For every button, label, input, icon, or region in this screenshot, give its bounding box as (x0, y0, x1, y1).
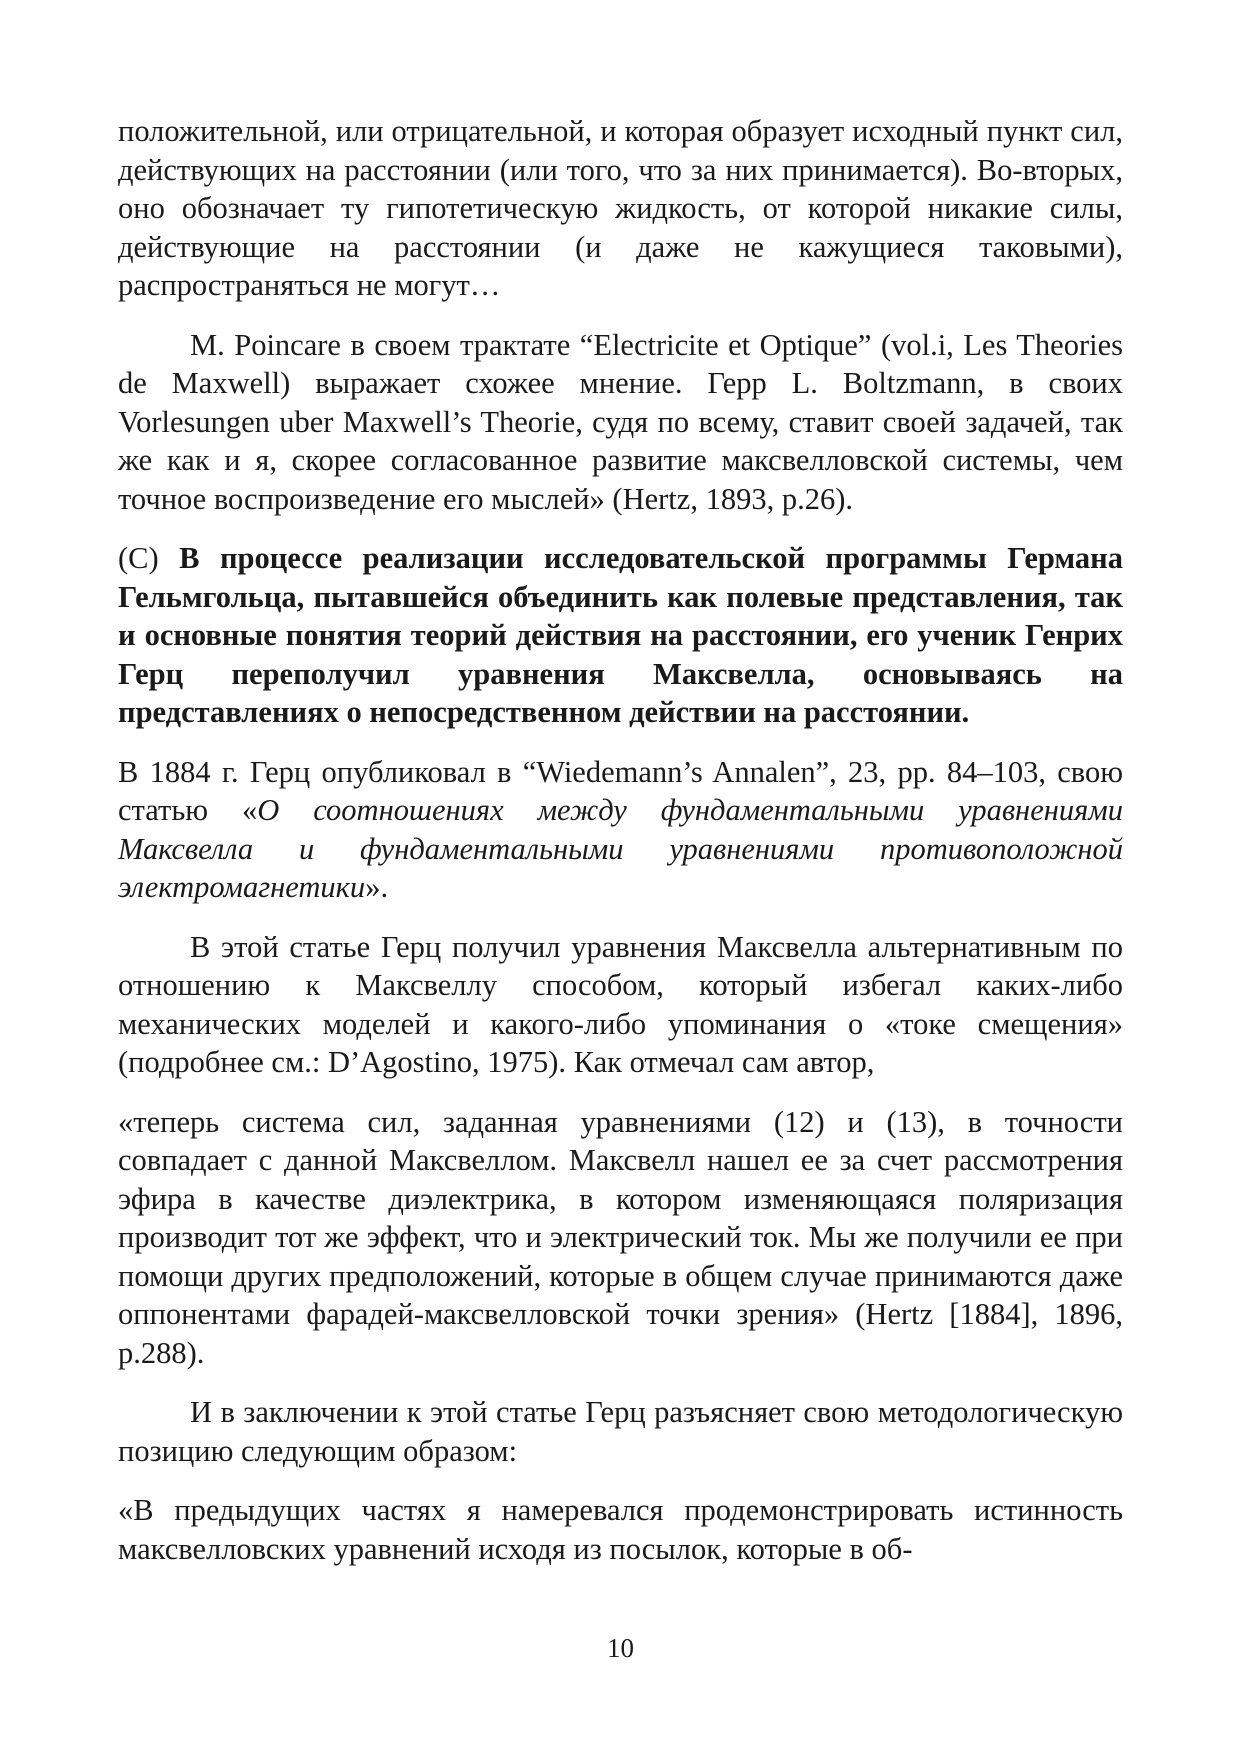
document-page (118, 112, 1123, 1589)
page-number: 10 (607, 1633, 634, 1663)
thesis-text: В процессе реализации исследовательской программы Германа Гельмгольца, пытавшейся объединить как полевые представления, так и основные понятия теорий действия на расстоянии, его ученик Генрих Герц переполучил уравнения Максвелла, основываясь на представлениях о непосредственном действии на расстоянии. (118, 541, 1123, 729)
paragraph-4-start: В 1884 г. Герц опубликовал в “Wiedemann’s Annalen”, 23, pp. 84–103, свою статью « (118, 754, 1123, 827)
paragraph-4 (118, 753, 1123, 907)
article-title: О соотношениях между фундаментальными уравнениями Максвелла и фундаментальными уравнениями противоположной электромагнетики (118, 793, 1123, 904)
thesis-label: (C) (118, 541, 159, 575)
thesis-c (118, 539, 1123, 732)
paragraph-6-quote: «теперь система сил, заданная уравнениями (12) и (13), в точности совпадает с данной Максвеллом. Максвелл нашел ее за счет рассмотрения эфира в качестве диэлектрика, в котором изменяющаяся поляризация производит тот же эффект, что и электрический ток. Мы же получили ее при помощи других предположений, которые в общем случае принимаются даже оппонентами фарадей-максвелловской точки зрения» (Hertz [1884], 1896, p.288). (118, 1104, 1123, 1370)
paragraph-7: И в заключении к этой статье Герц разъясняет свою методологическую позицию следующим образом: (118, 1395, 1123, 1468)
paragraph-8-quote: «В предыдущих частях я намеревался продемонстрировать истинность максвелловских уравнений исходя из посылок, которые в об- (118, 1493, 1123, 1566)
paragraph-1: положительной, или отрицательной, и которая образует исходный пункт сил, действующих на расстоянии (или того, что за них принимается). Во-вторых, оно обозначает ту гипотетическую жидкость, от которой никакие силы, действующие на расстоянии (и даже не кажущиеся таковыми), распространяться не могут… (118, 114, 1123, 302)
paragraph-4-end: ». (365, 870, 389, 904)
paragraph-5: В этой статье Герц получил уравнения Максвелла альтернативным по отношению к Максвеллу способом, который избегал каких-либо механических моделей и какого-либо упоминания о «токе смещения» (подробнее см.: D’Agostino, 1975). Как отмечал сам автор, (118, 929, 1123, 1079)
paragraph-2-quote: M. Poincare в своем трактате “Electricite et Optique” (vol.i, Les Theories de Maxwell) выражает схожее мнение. Герр L. Boltzmann, в своих Vorlesungen uber Maxwell’s Theorie, судя по всему, ставит своей задачей, так же как и я, скорее согласованное развитие максвелловской системы, чем точное воспроизведение его мыслей» (Hertz, 1893, p.26). (118, 327, 1123, 516)
